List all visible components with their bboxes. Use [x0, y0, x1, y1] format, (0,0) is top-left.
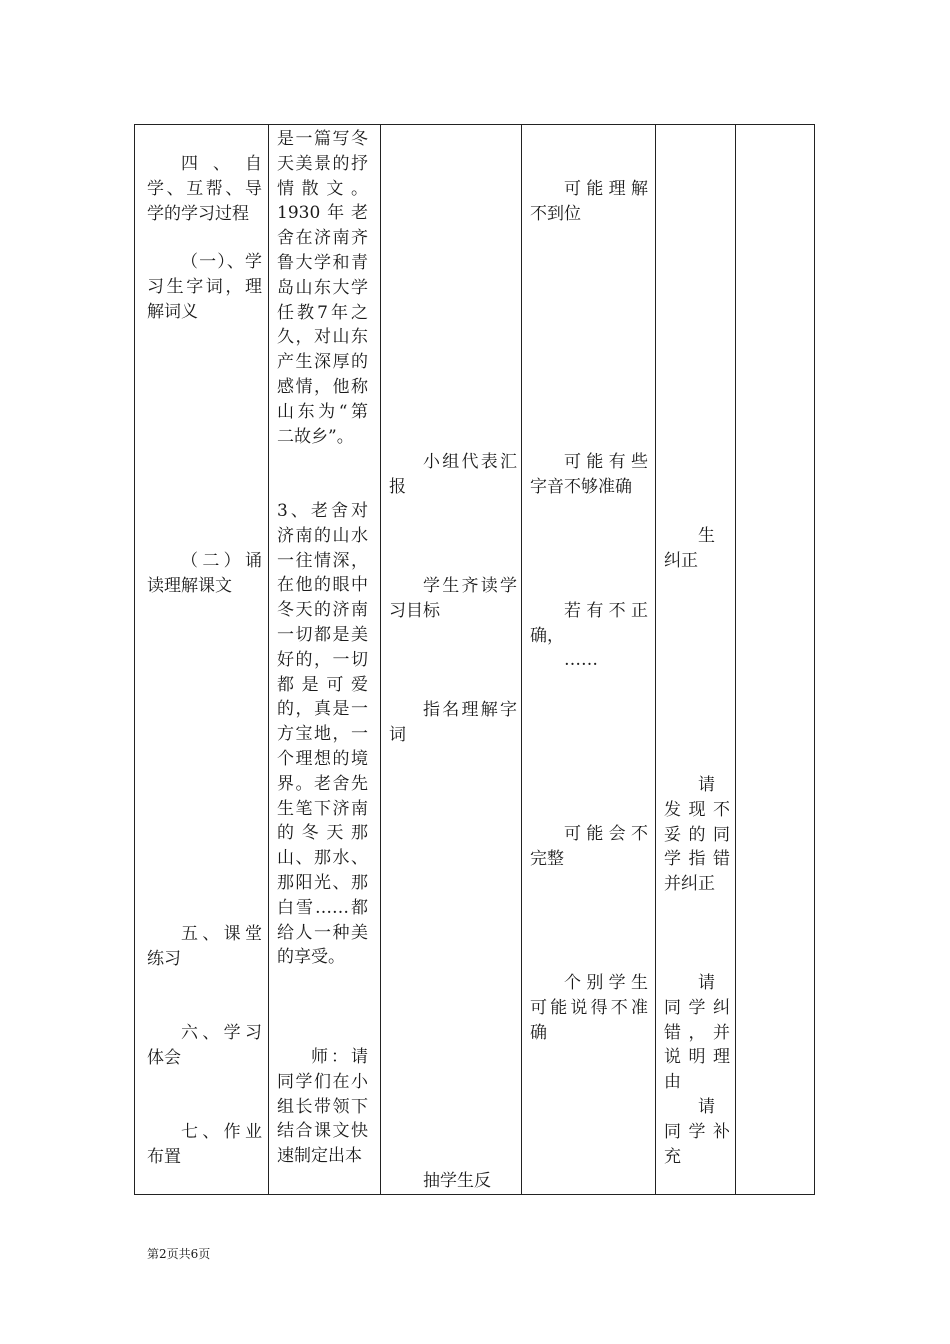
content-teacher-instruction: 师：请同学们在小组长带领下结合课文快速制定出本	[277, 1047, 368, 1167]
issue-inaccurate: 个别学生可能说得不准确	[530, 973, 648, 1043]
stage-reading: （二）诵读理解课文	[147, 551, 262, 596]
content-column	[269, 125, 380, 1194]
issue-ellipsis: ……	[564, 650, 598, 670]
stage-column	[135, 125, 268, 1194]
activity-group-report: 小组代表汇报	[389, 452, 517, 497]
content-intro: 是一篇写冬天美景的抒情散文。1930年老舍在济南齐鲁大学和青岛山东大学任教7年之久，对山东产生深厚的感情，他称山东为“第二故乡”。	[277, 129, 368, 447]
measure-explain: 请同学纠错，并说明理由	[664, 973, 730, 1093]
activity-read-goals: 学生齐读学习目标	[389, 576, 517, 621]
page-number: 第2页共6页	[147, 1247, 211, 1261]
measures-column	[656, 125, 735, 1194]
issue-incomplete: 可能会不完整	[530, 824, 648, 869]
issues-column	[522, 125, 655, 1194]
stage-practice: 五、课堂练习	[147, 924, 262, 969]
stage-vocabulary: （一）、学习生字词，理解词义	[147, 252, 262, 322]
activity-explain-words: 指名理解字词	[389, 700, 517, 745]
stage-homework: 七、作业布置	[147, 1122, 262, 1167]
measure-student-correct: 生纠正	[664, 526, 715, 571]
lesson-plan-table	[134, 124, 815, 1195]
measure-point-out: 请发现不妥的同学指错并纠正	[664, 775, 730, 895]
activity-column	[381, 125, 521, 1194]
issue-incorrect: 若有不正确，	[530, 601, 648, 646]
issue-pronunciation: 可能有些字音不够准确	[530, 452, 648, 497]
measure-supplement: 请同学补充	[664, 1097, 730, 1167]
stage-reflection: 六、学习体会	[147, 1023, 262, 1068]
activity-feedback: 抽学生反	[423, 1171, 491, 1191]
content-analysis: 3、老舍对济南的山水一往情深，在他的眼中冬天的济南一切都是美好的，一切都是可爱的，真是一方宝地，一个理想的境界。老舍先生笔下济南的冬天那山、那水、那阳光、那白雪……都给人一种美的享受。	[277, 501, 368, 968]
stage-self-study: 四、自学、互帮、导学的学习过程	[147, 154, 262, 224]
notes-column	[736, 125, 814, 1194]
issue-understanding: 可能理解不到位	[530, 179, 648, 224]
